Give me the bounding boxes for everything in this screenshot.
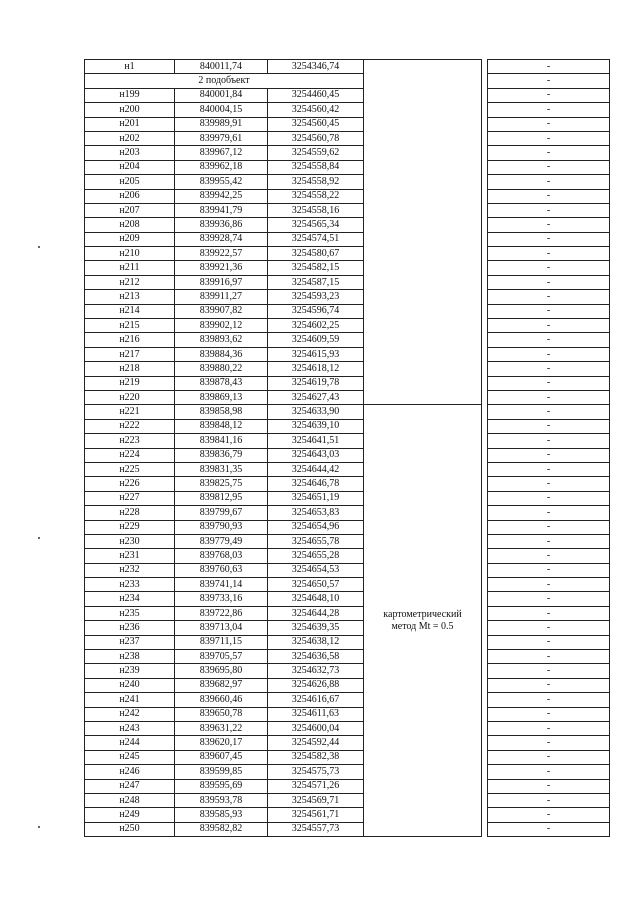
y-coordinate-cell: 3254346,74: [268, 60, 364, 74]
y-coordinate-cell: 3254587,15: [268, 275, 364, 289]
dash-cell: -: [488, 146, 610, 160]
dash-cell: -: [488, 578, 610, 592]
table-row: [85, 160, 610, 174]
dash-cell: -: [488, 678, 610, 692]
table-row: [85, 434, 610, 448]
point-id-cell: н239: [85, 664, 175, 678]
dash-cell: -: [488, 131, 610, 145]
table-row: [85, 693, 610, 707]
point-id-cell: н208: [85, 218, 175, 232]
y-coordinate-cell: 3254602,25: [268, 319, 364, 333]
dash-cell: -: [488, 736, 610, 750]
x-coordinate-cell: 839799,67: [175, 506, 268, 520]
table-row: [85, 822, 610, 836]
table-row: [85, 678, 610, 692]
x-coordinate-cell: 839878,43: [175, 376, 268, 390]
dash-cell: -: [488, 103, 610, 117]
dash-cell: -: [488, 203, 610, 217]
x-coordinate-cell: 839682,97: [175, 678, 268, 692]
table-row: [85, 491, 610, 505]
dash-cell: -: [488, 261, 610, 275]
dash-cell: -: [488, 693, 610, 707]
point-id-cell: н1: [85, 60, 175, 74]
y-coordinate-cell: 3254574,51: [268, 232, 364, 246]
y-coordinate-cell: 3254565,34: [268, 218, 364, 232]
x-coordinate-cell: 839825,75: [175, 477, 268, 491]
x-coordinate-cell: 839595,69: [175, 779, 268, 793]
x-coordinate-cell: 839922,57: [175, 247, 268, 261]
table-row: [85, 549, 610, 563]
x-coordinate-cell: 839893,62: [175, 333, 268, 347]
x-coordinate-cell: 839928,74: [175, 232, 268, 246]
x-coordinate-cell: 839722,86: [175, 606, 268, 620]
scan-speck: [38, 826, 40, 828]
y-coordinate-cell: 3254632,73: [268, 664, 364, 678]
dash-cell: -: [488, 290, 610, 304]
x-coordinate-cell: 839585,93: [175, 808, 268, 822]
coordinates-table: [84, 59, 610, 837]
table-row: [85, 362, 610, 376]
dash-cell: -: [488, 275, 610, 289]
point-id-cell: н203: [85, 146, 175, 160]
y-coordinate-cell: 3254646,78: [268, 477, 364, 491]
point-id-cell: н204: [85, 160, 175, 174]
y-coordinate-cell: 3254633,90: [268, 405, 364, 419]
table-row: [85, 290, 610, 304]
point-id-cell: н247: [85, 779, 175, 793]
point-id-cell: н244: [85, 736, 175, 750]
y-coordinate-cell: 3254560,78: [268, 131, 364, 145]
x-coordinate-cell: 839902,12: [175, 319, 268, 333]
table-row: [85, 592, 610, 606]
dash-cell: -: [488, 664, 610, 678]
point-id-cell: н236: [85, 621, 175, 635]
y-coordinate-cell: 3254460,45: [268, 88, 364, 102]
x-coordinate-cell: 839631,22: [175, 721, 268, 735]
dash-cell: -: [488, 74, 610, 88]
dash-cell: -: [488, 218, 610, 232]
y-coordinate-cell: 3254569,71: [268, 793, 364, 807]
y-coordinate-cell: 3254558,16: [268, 203, 364, 217]
x-coordinate-cell: 840001,84: [175, 88, 268, 102]
table-row: [85, 462, 610, 476]
table-row: [85, 218, 610, 232]
table-row: [85, 721, 610, 735]
dash-cell: -: [488, 247, 610, 261]
table-row: [85, 304, 610, 318]
dash-cell: -: [488, 333, 610, 347]
y-coordinate-cell: 3254638,12: [268, 635, 364, 649]
y-coordinate-cell: 3254648,10: [268, 592, 364, 606]
table-row: [85, 405, 610, 419]
point-id-cell: н219: [85, 376, 175, 390]
dash-cell: -: [488, 60, 610, 74]
x-coordinate-cell: 839741,14: [175, 578, 268, 592]
point-id-cell: н213: [85, 290, 175, 304]
dash-cell: -: [488, 563, 610, 577]
point-id-cell: н232: [85, 563, 175, 577]
table-row: [85, 189, 610, 203]
y-coordinate-cell: 3254582,38: [268, 750, 364, 764]
x-coordinate-cell: 839779,49: [175, 534, 268, 548]
x-coordinate-cell: 839733,16: [175, 592, 268, 606]
dash-cell: -: [488, 549, 610, 563]
y-coordinate-cell: 3254609,59: [268, 333, 364, 347]
y-coordinate-cell: 3254611,63: [268, 707, 364, 721]
x-coordinate-cell: 839989,91: [175, 117, 268, 131]
table-row: [85, 534, 610, 548]
table-row: [85, 578, 610, 592]
point-id-cell: н224: [85, 448, 175, 462]
y-coordinate-cell: 3254644,28: [268, 606, 364, 620]
y-coordinate-cell: 3254558,84: [268, 160, 364, 174]
dash-cell: -: [488, 319, 610, 333]
y-coordinate-cell: 3254580,67: [268, 247, 364, 261]
point-id-cell: н211: [85, 261, 175, 275]
y-coordinate-cell: 3254561,71: [268, 808, 364, 822]
dash-cell: -: [488, 506, 610, 520]
point-id-cell: н228: [85, 506, 175, 520]
dash-cell: -: [488, 117, 610, 131]
table-row: [85, 146, 610, 160]
dash-cell: -: [488, 376, 610, 390]
method-cell-upper: [364, 60, 482, 405]
table-row: [85, 606, 610, 620]
x-coordinate-cell: 839650,78: [175, 707, 268, 721]
table-row: [85, 88, 610, 102]
x-coordinate-cell: 839942,25: [175, 189, 268, 203]
point-id-cell: н230: [85, 534, 175, 548]
table-row: [85, 448, 610, 462]
x-coordinate-cell: 839790,93: [175, 520, 268, 534]
table-row: [85, 506, 610, 520]
point-id-cell: н217: [85, 347, 175, 361]
point-id-cell: н240: [85, 678, 175, 692]
table-row: [85, 175, 610, 189]
table-row: [85, 707, 610, 721]
point-id-cell: н235: [85, 606, 175, 620]
point-id-cell: н216: [85, 333, 175, 347]
x-coordinate-cell: 839593,78: [175, 793, 268, 807]
x-coordinate-cell: 839979,61: [175, 131, 268, 145]
y-coordinate-cell: 3254618,12: [268, 362, 364, 376]
x-coordinate-cell: 839705,57: [175, 650, 268, 664]
x-coordinate-cell: 839620,17: [175, 736, 268, 750]
y-coordinate-cell: 3254560,45: [268, 117, 364, 131]
subobject-header: 2 подобъект: [85, 74, 364, 88]
point-id-cell: н207: [85, 203, 175, 217]
x-coordinate-cell: 839812,95: [175, 491, 268, 505]
point-id-cell: н243: [85, 721, 175, 735]
x-coordinate-cell: 839921,36: [175, 261, 268, 275]
table-row: [85, 347, 610, 361]
table-row: [85, 131, 610, 145]
point-id-cell: н222: [85, 419, 175, 433]
point-id-cell: н245: [85, 750, 175, 764]
y-coordinate-cell: 3254596,74: [268, 304, 364, 318]
point-id-cell: н233: [85, 578, 175, 592]
y-coordinate-cell: 3254651,19: [268, 491, 364, 505]
y-coordinate-cell: 3254626,88: [268, 678, 364, 692]
point-id-cell: н226: [85, 477, 175, 491]
dash-cell: -: [488, 88, 610, 102]
x-coordinate-cell: 839831,35: [175, 462, 268, 476]
x-coordinate-cell: 839607,45: [175, 750, 268, 764]
point-id-cell: н248: [85, 793, 175, 807]
y-coordinate-cell: 3254560,42: [268, 103, 364, 117]
method-line-2: метод Mt = 0.5: [391, 620, 454, 632]
point-id-cell: н242: [85, 707, 175, 721]
x-coordinate-cell: 839836,79: [175, 448, 268, 462]
dash-cell: -: [488, 448, 610, 462]
table-row: [85, 319, 610, 333]
dash-cell: -: [488, 808, 610, 822]
dash-cell: -: [488, 175, 610, 189]
dash-cell: -: [488, 750, 610, 764]
point-id-cell: н237: [85, 635, 175, 649]
scan-speck: [38, 246, 40, 248]
y-coordinate-cell: 3254654,96: [268, 520, 364, 534]
point-id-cell: н231: [85, 549, 175, 563]
x-coordinate-cell: 839711,15: [175, 635, 268, 649]
y-coordinate-cell: 3254639,35: [268, 621, 364, 635]
table-row: [85, 60, 610, 74]
y-coordinate-cell: 3254582,15: [268, 261, 364, 275]
x-coordinate-cell: 839582,82: [175, 822, 268, 836]
y-coordinate-cell: 3254639,10: [268, 419, 364, 433]
table-row: [85, 793, 610, 807]
dash-cell: -: [488, 765, 610, 779]
y-coordinate-cell: 3254559,62: [268, 146, 364, 160]
y-coordinate-cell: 3254575,73: [268, 765, 364, 779]
table-row: [85, 419, 610, 433]
dash-cell: -: [488, 793, 610, 807]
point-id-cell: н215: [85, 319, 175, 333]
x-coordinate-cell: 839848,12: [175, 419, 268, 433]
y-coordinate-cell: 3254644,42: [268, 462, 364, 476]
table-row: [85, 563, 610, 577]
point-id-cell: н221: [85, 405, 175, 419]
point-id-cell: н249: [85, 808, 175, 822]
y-coordinate-cell: 3254571,26: [268, 779, 364, 793]
y-coordinate-cell: 3254619,78: [268, 376, 364, 390]
x-coordinate-cell: 839760,63: [175, 563, 268, 577]
table-row: [85, 275, 610, 289]
x-coordinate-cell: 839916,97: [175, 275, 268, 289]
coordinates-table-body: [85, 60, 610, 837]
table-row: [85, 779, 610, 793]
dash-cell: -: [488, 362, 610, 376]
dash-cell: -: [488, 434, 610, 448]
y-coordinate-cell: 3254627,43: [268, 390, 364, 404]
point-id-cell: н220: [85, 390, 175, 404]
x-coordinate-cell: 839695,80: [175, 664, 268, 678]
table-row: [85, 232, 610, 246]
dash-cell: -: [488, 491, 610, 505]
dash-cell: -: [488, 347, 610, 361]
dash-cell: -: [488, 232, 610, 246]
y-coordinate-cell: 3254650,57: [268, 578, 364, 592]
point-id-cell: н214: [85, 304, 175, 318]
x-coordinate-cell: 839936,86: [175, 218, 268, 232]
point-id-cell: н229: [85, 520, 175, 534]
y-coordinate-cell: 3254593,23: [268, 290, 364, 304]
x-coordinate-cell: 839907,82: [175, 304, 268, 318]
survey-method-cell: [364, 405, 482, 837]
dash-cell: -: [488, 592, 610, 606]
y-coordinate-cell: 3254557,73: [268, 822, 364, 836]
x-coordinate-cell: 839880,22: [175, 362, 268, 376]
table-row: [85, 736, 610, 750]
table-row: [85, 621, 610, 635]
table-row: [85, 117, 610, 131]
dash-cell: -: [488, 405, 610, 419]
x-coordinate-cell: 839768,03: [175, 549, 268, 563]
table-row: [85, 650, 610, 664]
point-id-cell: н223: [85, 434, 175, 448]
table-row: [85, 261, 610, 275]
point-id-cell: н218: [85, 362, 175, 376]
point-id-cell: н241: [85, 693, 175, 707]
table-row: [85, 664, 610, 678]
table-row: [85, 103, 610, 117]
x-coordinate-cell: 839858,98: [175, 405, 268, 419]
y-coordinate-cell: 3254655,28: [268, 549, 364, 563]
dash-cell: -: [488, 650, 610, 664]
x-coordinate-cell: 839962,18: [175, 160, 268, 174]
scan-speck: [38, 537, 40, 539]
table-row: [85, 390, 610, 404]
dash-cell: -: [488, 606, 610, 620]
x-coordinate-cell: 839841,16: [175, 434, 268, 448]
point-id-cell: н250: [85, 822, 175, 836]
x-coordinate-cell: 839869,13: [175, 390, 268, 404]
point-id-cell: н238: [85, 650, 175, 664]
point-id-cell: н246: [85, 765, 175, 779]
dash-cell: -: [488, 189, 610, 203]
dash-cell: -: [488, 534, 610, 548]
dash-cell: -: [488, 779, 610, 793]
x-coordinate-cell: 840011,74: [175, 60, 268, 74]
y-coordinate-cell: 3254615,93: [268, 347, 364, 361]
point-id-cell: н205: [85, 175, 175, 189]
dash-cell: -: [488, 520, 610, 534]
table-row: [85, 635, 610, 649]
dash-cell: -: [488, 721, 610, 735]
y-coordinate-cell: 3254655,78: [268, 534, 364, 548]
point-id-cell: н202: [85, 131, 175, 145]
table-row: [85, 203, 610, 217]
point-id-cell: н234: [85, 592, 175, 606]
y-coordinate-cell: 3254600,04: [268, 721, 364, 735]
y-coordinate-cell: 3254558,22: [268, 189, 364, 203]
point-id-cell: н209: [85, 232, 175, 246]
table-row: [85, 520, 610, 534]
point-id-cell: н199: [85, 88, 175, 102]
point-id-cell: н200: [85, 103, 175, 117]
x-coordinate-cell: 839941,79: [175, 203, 268, 217]
dash-cell: -: [488, 419, 610, 433]
point-id-cell: н201: [85, 117, 175, 131]
dash-cell: -: [488, 822, 610, 836]
dash-cell: -: [488, 707, 610, 721]
y-coordinate-cell: 3254616,67: [268, 693, 364, 707]
y-coordinate-cell: 3254641,51: [268, 434, 364, 448]
y-coordinate-cell: 3254654,53: [268, 563, 364, 577]
dash-cell: -: [488, 477, 610, 491]
x-coordinate-cell: 839660,46: [175, 693, 268, 707]
x-coordinate-cell: 839599,85: [175, 765, 268, 779]
x-coordinate-cell: 839955,42: [175, 175, 268, 189]
x-coordinate-cell: 839884,36: [175, 347, 268, 361]
table-row: [85, 750, 610, 764]
table-row: [85, 247, 610, 261]
y-coordinate-cell: 3254636,58: [268, 650, 364, 664]
dash-cell: -: [488, 621, 610, 635]
dash-cell: -: [488, 304, 610, 318]
table-row: [85, 333, 610, 347]
point-id-cell: н225: [85, 462, 175, 476]
table-row: [85, 376, 610, 390]
dash-cell: -: [488, 390, 610, 404]
x-coordinate-cell: 839911,27: [175, 290, 268, 304]
point-id-cell: н210: [85, 247, 175, 261]
subheader-row: [85, 74, 610, 88]
point-id-cell: н227: [85, 491, 175, 505]
x-coordinate-cell: 839713,04: [175, 621, 268, 635]
point-id-cell: н206: [85, 189, 175, 203]
table-row: [85, 765, 610, 779]
table-row: [85, 477, 610, 491]
point-id-cell: н212: [85, 275, 175, 289]
y-coordinate-cell: 3254643,03: [268, 448, 364, 462]
dash-cell: -: [488, 160, 610, 174]
x-coordinate-cell: 839967,12: [175, 146, 268, 160]
y-coordinate-cell: 3254653,83: [268, 506, 364, 520]
y-coordinate-cell: 3254558,92: [268, 175, 364, 189]
dash-cell: -: [488, 635, 610, 649]
method-line-1: картометрический: [383, 608, 462, 620]
y-coordinate-cell: 3254592,44: [268, 736, 364, 750]
table-row: [85, 808, 610, 822]
x-coordinate-cell: 840004,15: [175, 103, 268, 117]
dash-cell: -: [488, 462, 610, 476]
